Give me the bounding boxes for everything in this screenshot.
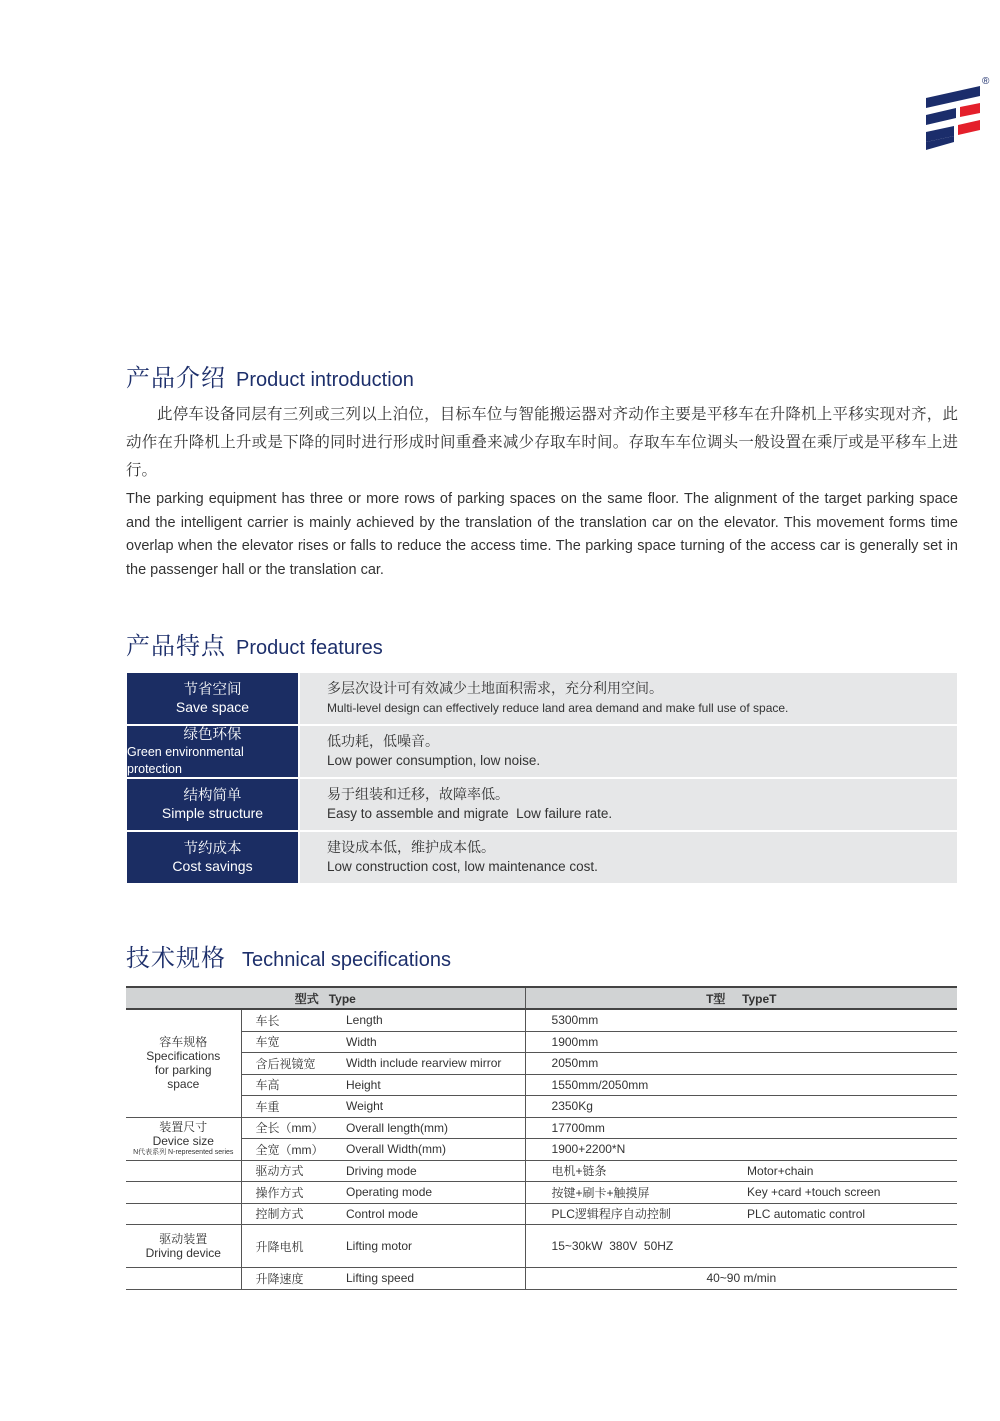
row-label-en: Operating mode [346, 1182, 525, 1204]
row-value: 1900mm [525, 1031, 957, 1053]
feature-row [127, 832, 957, 883]
feature-row [127, 779, 957, 830]
empty-group-cell [126, 1160, 241, 1182]
group-drive-cn: 驱动装置 [159, 1232, 208, 1246]
feature-desc-en: Multi-level design can effectively reduce land area demand and make full use of space. [327, 701, 789, 715]
feature-label [127, 726, 300, 777]
row-label-cn: 升降速度 [241, 1268, 346, 1290]
table-row [126, 1053, 957, 1075]
row-label-cn: 含后视镜宽 [241, 1053, 346, 1075]
intro-title [126, 358, 414, 393]
table-header-row [126, 987, 957, 1009]
row-label-en: Overall length(mm) [346, 1117, 525, 1139]
table-row [126, 1074, 957, 1096]
group-parking-en: Specifications for parking space [146, 1049, 221, 1092]
feature-label-cn: 节省空间 [183, 682, 242, 698]
intro-text-en: The parking equipment has three or more rows of parking spaces on the same floor. The alignment of the target parking space and the intelligent carrier is mainly achieved by the translation of the translation car on the elevator. This movement forms time overlap when the elevator rises or falls to reduce the access time. The parking space turning of the access car is generally set in the passenger hall or the translation car. [126, 491, 958, 578]
row-value: 电机+链条 [525, 1160, 747, 1182]
row-label-en: Lifting motor [346, 1225, 525, 1268]
logo-mark-icon [924, 78, 994, 154]
feature-desc [300, 832, 957, 883]
feature-label-en: Simple structure [161, 805, 264, 821]
group-parking [126, 1009, 241, 1117]
feature-desc-cn: 多层次设计可有效减少土地面积需求，充分利用空间。 [327, 681, 663, 697]
row-value: 2050mm [525, 1053, 957, 1075]
group-device-note: N代表系列 N-represented series [133, 1149, 234, 1156]
table-row [126, 1139, 957, 1161]
row-value: 15~30kW 380V 50HZ [525, 1225, 957, 1268]
feature-label-cn: 节约成本 [183, 841, 242, 857]
table-row [126, 1117, 957, 1139]
row-label-cn: 全宽（mm） [241, 1139, 346, 1161]
row-label-cn: 驱动方式 [241, 1160, 346, 1182]
specs-title-en: Technical specifications [242, 949, 451, 971]
features-title [126, 626, 383, 661]
row-label-en: Width include rearview mirror [346, 1053, 525, 1075]
row-value: 5300mm [525, 1009, 957, 1031]
feature-desc [300, 779, 957, 830]
group-drive [126, 1225, 241, 1268]
row-label-en: Weight [346, 1096, 525, 1118]
group-device [126, 1117, 241, 1160]
feature-label-en: Green environmental protection [127, 744, 244, 776]
registered-mark: ® [982, 76, 990, 87]
row-label-cn: 操作方式 [241, 1182, 346, 1204]
row-label-cn: 全长（mm） [241, 1117, 346, 1139]
feature-row [127, 673, 957, 724]
empty-group-cell [126, 1182, 241, 1204]
features-list [127, 673, 957, 885]
specs-table [126, 986, 957, 1290]
empty-group-cell [126, 1268, 241, 1290]
table-row [126, 1096, 957, 1118]
row-label-en: Width [346, 1031, 525, 1053]
feature-desc-en: Low power consumption, low noise. [327, 753, 541, 768]
features-title-cn: 产品特点 [126, 632, 226, 660]
group-parking-cn: 容车规格 [159, 1035, 208, 1050]
feature-label [127, 832, 300, 883]
row-label-en: Length [346, 1009, 525, 1031]
row-value: 2350Kg [525, 1096, 957, 1118]
header-typet: T型 TypeT [525, 987, 957, 1009]
table-row [126, 1203, 957, 1225]
row-label-cn: 车重 [241, 1096, 346, 1118]
features-title-en: Product features [236, 637, 383, 659]
feature-label-cn: 结构简单 [183, 788, 242, 804]
row-label-cn: 车长 [241, 1009, 346, 1031]
feature-label-en: Cost savings [172, 858, 253, 874]
feature-label-cn: 绿色环保 [183, 726, 242, 743]
row-value-en: PLC automatic control [747, 1203, 957, 1225]
row-label-cn: 车宽 [241, 1031, 346, 1053]
company-logo [924, 78, 994, 154]
row-label-cn: 控制方式 [241, 1203, 346, 1225]
row-value: 1550mm/2050mm [525, 1074, 957, 1096]
row-value: PLC逻辑程序自动控制 [525, 1203, 747, 1225]
table-row [126, 1160, 957, 1182]
row-label-en: Control mode [346, 1203, 525, 1225]
feature-desc [300, 726, 957, 777]
specs-title-cn: 技术规格 [126, 944, 226, 972]
feature-desc [300, 673, 957, 724]
feature-desc-cn: 建设成本低，维护成本低。 [327, 840, 495, 856]
table-row [126, 1182, 957, 1204]
group-drive-en: Driving device [145, 1246, 221, 1260]
table-row [126, 1009, 957, 1031]
row-label-en: Height [346, 1074, 525, 1096]
row-label-en: Overall Width(mm) [346, 1139, 525, 1161]
feature-label [127, 779, 300, 830]
group-device-en: Device size [152, 1134, 214, 1148]
row-label-en: Driving mode [346, 1160, 525, 1182]
row-value: 1900+2200*N [525, 1139, 957, 1161]
row-value: 按键+刷卡+触摸屏 [525, 1182, 747, 1204]
row-label-cn: 升降电机 [241, 1225, 346, 1268]
feature-desc-cn: 易于组装和迁移，故障率低。 [327, 787, 509, 803]
specs-title [126, 938, 451, 973]
row-value: 40~90 m/min [525, 1268, 957, 1290]
intro-title-cn: 产品介绍 [126, 364, 226, 392]
table-row [126, 1225, 957, 1268]
feature-label [127, 673, 300, 724]
header-type: 型式 Type [126, 987, 525, 1009]
table-row [126, 1268, 957, 1290]
feature-desc-cn: 低功耗，低噪音。 [327, 734, 439, 750]
feature-desc-en: Low construction cost, low maintenance cost. [327, 859, 598, 874]
feature-desc-en: Easy to assemble and migrate Low failure rate. [327, 806, 613, 821]
row-label-en: Lifting speed [346, 1268, 525, 1290]
row-value-en: Key +card +touch screen [747, 1182, 957, 1204]
intro-text-cn: 此停车设备同层有三列或三列以上泊位，目标车位与智能搬运器对齐动作主要是平移车在升降机上平移实现对齐，此动作在升降机上升或是下降的同时进行形成时间重叠来减少存取车时间。存取车车位调头一般设置在乘厅或是平移车上进行。 [126, 405, 958, 479]
row-label-cn: 车高 [241, 1074, 346, 1096]
feature-label-en: Save space [175, 699, 250, 715]
intro-title-en: Product introduction [236, 369, 414, 391]
table-row [126, 1031, 957, 1053]
group-device-cn: 装置尺寸 [159, 1120, 208, 1134]
row-value: 17700mm [525, 1117, 957, 1139]
empty-group-cell [126, 1203, 241, 1225]
feature-row [127, 726, 957, 777]
row-value-en: Motor+chain [747, 1160, 957, 1182]
